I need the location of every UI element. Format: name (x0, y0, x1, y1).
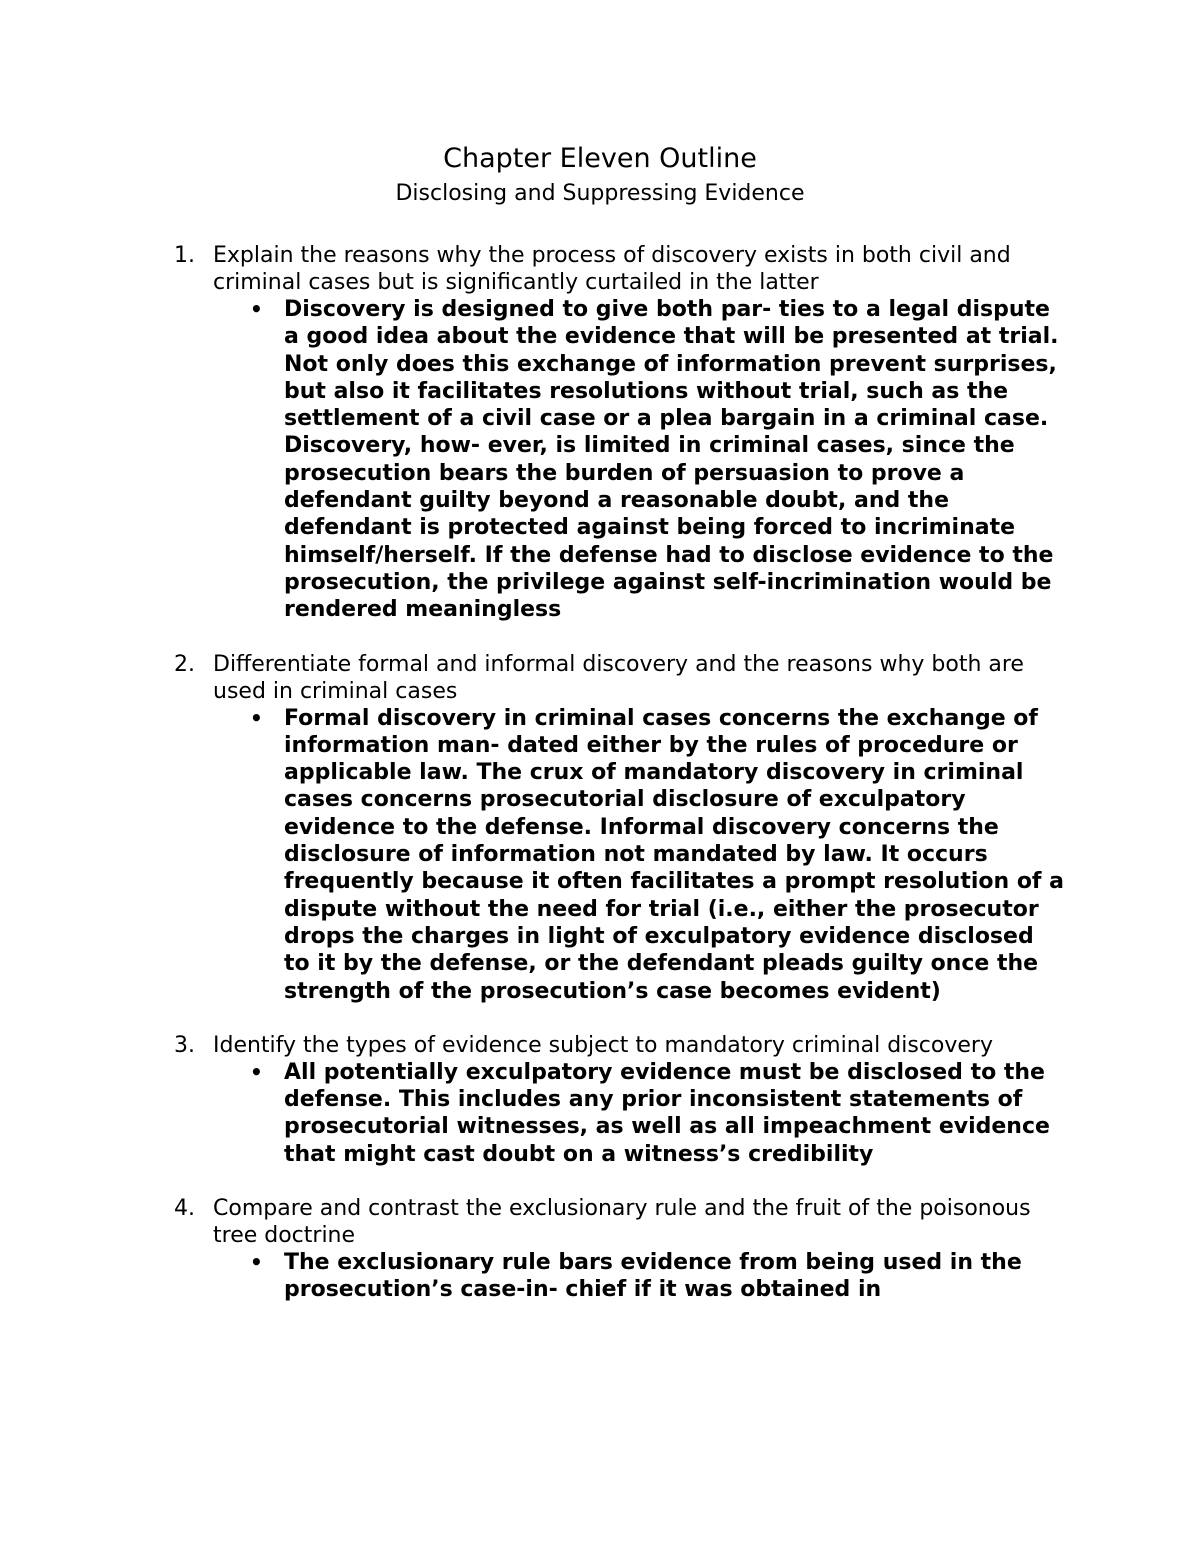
outline-item-1 (0, 242, 1200, 624)
item-question: Differentiate formal and informal discovery and the reasons why both are used in criminal cases (213, 651, 1024, 704)
item-number: 4. (174, 1196, 195, 1222)
item-question: Identify the types of evidence subject to mandatory criminal discovery (213, 1032, 993, 1058)
item-answer-row (0, 705, 1200, 1005)
item-answer-row (0, 1249, 1200, 1304)
item-number: 1. (174, 243, 195, 268)
bullet-icon: • (250, 297, 263, 321)
item-answer: Formal discovery in criminal cases concerns the exchange of information man- dated either by the rules of procedure or applicable law. The crux of mandatory discovery in criminal cases concerns prosecutorial disclosure of exculpatory evidence to the defense. Informal discovery concerns the disclosure of information not mandated by law. It occurs frequently because it often facilitates a prompt resolution of a dispute without the need for trial (i.e., either the prosecutor drops the charges in light of exculpatory evidence disclosed to it by the defense, or the defendant pleads guilty once the strength of the prosecution’s case becomes evident) (284, 705, 1065, 1004)
outline-list (0, 242, 1200, 1331)
bullet-icon: • (250, 1059, 263, 1084)
bullet-icon: • (250, 1250, 263, 1275)
outline-item-2 (0, 651, 1200, 1005)
bullet-icon: • (250, 705, 263, 730)
item-answer: All potentially exculpatory evidence must be disclosed to the defense. This includes any prior inconsistent statements of prosecutorial witnesses, as well as all impeachment evidence that might cast doubt on a witness’s credibility (284, 1059, 1050, 1167)
outline-item-3 (0, 1032, 1200, 1168)
item-answer: Discovery is designed to give both par- ties to a legal dispute a good idea about the evidence that will be presented at trial. Not only does this exchange of information prevent surprises, but also it facilitates resolutions without trial, such as the settlement of a civil case or a plea bargain in a criminal case. Discovery, how- ever, is limited in criminal cases, since the prosecution bears the burden of persuasion to prove a defendant guilty beyond a reasonable doubt, and the defendant is protected against being forced to incriminate himself/herself. If the defense had to disclose evidence to the prosecution, the privilege against self-incrimination would be rendered meaningless (284, 297, 1059, 623)
outline-item-4 (0, 1195, 1200, 1304)
document-subtitle: Disclosing and Suppressing Evidence (395, 181, 805, 206)
item-number: 3. (174, 1032, 195, 1058)
item-number: 2. (174, 651, 195, 677)
document-title: Chapter Eleven Outline (443, 143, 757, 174)
item-answer-row (0, 296, 1200, 624)
item-answer: The exclusionary rule bars evidence from being used in the prosecution’s case-in- chief if it was obtained in (284, 1250, 1022, 1303)
item-question: Explain the reasons why the process of discovery exists in both civil and criminal cases but is significantly curtailed in the latter (213, 243, 1011, 295)
item-question: Compare and contrast the exclusionary rule and the fruit of the poisonous tree doctrine (213, 1196, 1031, 1249)
item-answer-row (0, 1059, 1200, 1168)
